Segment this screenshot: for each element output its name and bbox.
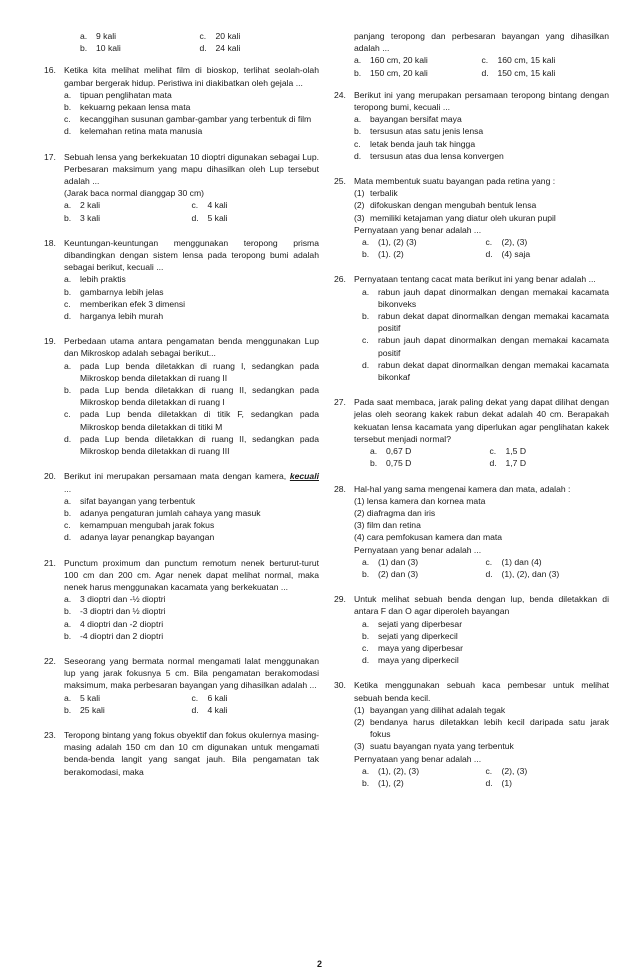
question-text: Hal-hal yang sama mengenai kamera dan mata, adalah : bbox=[354, 483, 571, 494]
q23-continuation bbox=[334, 30, 609, 79]
statement: (3) film dan retina bbox=[354, 520, 421, 531]
option: b. gambarnya lebih jelas bbox=[64, 286, 164, 297]
option: d. 150 cm, 15 kali bbox=[481, 67, 556, 78]
statement: (3) suatu bayangan nyata yang terbentuk bbox=[354, 741, 514, 752]
option: c. pada Lup benda diletakkan di titik F, sedangkan pada Mikroskop benda diletakkan di titiki M bbox=[64, 409, 319, 432]
statement: (2) bendanya harus diletakkan lebih kecil daripada satu jarak fokus bbox=[354, 716, 609, 740]
option: d. pada Lup benda diletakkan di ruang II, sedangkan pada Mikroskop benda diletakkan di ruang III bbox=[64, 433, 319, 457]
option: d. (4) saja bbox=[485, 249, 531, 260]
option: a. 160 cm, 20 kali bbox=[354, 55, 428, 66]
option: b. tersusun atas satu jenis lensa bbox=[354, 126, 484, 137]
option: b. (1). (2) bbox=[362, 249, 404, 260]
option: a. bayangan bersifat maya bbox=[354, 114, 462, 125]
option: a. (1), (2), (3) bbox=[362, 765, 420, 776]
option: a. lebih praktis bbox=[64, 274, 126, 285]
question-text: Seseorang yang bermata normal mengamati lalat menggunakan lup yang jarak fokusnya 5 cm. Bila pengamatan berakomodasi maksimum, maka perbesaran bayangan yang dihasilkan adalah ... bbox=[64, 655, 319, 691]
question-text: panjang teropong dan perbesaran bayangan yang dihasilkan adalah ... bbox=[354, 31, 609, 54]
question-note: Pernyataan yang benar adalah ... bbox=[354, 224, 482, 235]
option: a. (1), (2) (3) bbox=[362, 237, 417, 248]
option: c. (2), (3) bbox=[485, 765, 528, 776]
option: c. 160 cm, 15 kali bbox=[481, 55, 556, 66]
option: d. 1,7 D bbox=[489, 458, 527, 469]
statement: (4) cara pemfokusan kamera dan mata bbox=[354, 532, 503, 543]
option: a. rabun jauh dapat dinormalkan dengan memakai kacamata bikonveks bbox=[362, 286, 609, 309]
option: b. sejati yang diperkecil bbox=[362, 630, 458, 641]
option: a. 9 kali bbox=[80, 31, 117, 41]
question-text: Punctum proximum dan punctum remotum nenek berturut-turut 100 cm dan 200 cm. Agar nenek dapat melihat normal, maka nenek harus menggunakan kacamata yang berkekuatan ... bbox=[64, 557, 319, 592]
question-note: Pernyataan yang benar adalah ... bbox=[354, 753, 482, 764]
option: c. (1) dan (4) bbox=[485, 556, 542, 567]
question-text: Sebuah lensa yang berkekuatan 10 dioptri digunakan sebagai Lup. Perbesaran maksimum yang mapu dihasilkan oleh Lup tersebut adalah ... bbox=[64, 151, 319, 187]
option: d. kelemahan retina mata manusia bbox=[64, 126, 203, 137]
option: b. -3 dioptri dan ½ dioptri bbox=[64, 606, 166, 617]
question-note: Pernyataan yang benar adalah ... bbox=[354, 544, 482, 555]
statement: (1) terbalik bbox=[354, 188, 398, 199]
statement: (2) diafragma dan iris bbox=[354, 507, 436, 518]
option: c. kemampuan mengubah jarak fokus bbox=[64, 520, 215, 531]
option: a. pada Lup benda diletakkan di ruang I, sedangkan pada Mikroskop benda diletakkan di ruang II bbox=[64, 360, 319, 383]
question-22: 22. Seseorang yang bermata normal mengamati lalat menggunakan lup yang jarak fokusnya 5 cm. Bila pengamatan berakomodasi maksimum, maka perbesaran bayangan yang dihasilkan adalah ... a. 5 kali c. 6 kali b. 25 kali d. 4 kali bbox=[44, 655, 319, 715]
q15-options bbox=[44, 30, 319, 54]
option: c. 4 kali bbox=[191, 200, 228, 211]
question-text: Ketika menggunakan sebuah kaca pembesar untuk melihat sebuah benda kecil. bbox=[354, 680, 609, 703]
option: c. 20 kali bbox=[199, 31, 241, 41]
option: b. 3 kali bbox=[64, 212, 101, 223]
question-text: Pernyataan tentang cacat mata berikut ini yang benar adalah ... bbox=[354, 274, 596, 285]
question-text: Pada saat membaca, jarak paling dekat yang dapat dilihat dengan jelas oleh seorang kakek rabun dekat adalah 40 cm. Berapakah kekuatan lensa kacamata yang diperlukan agar penglihatan kakek tersebut menjadi normal? bbox=[354, 397, 609, 444]
option: c. (2), (3) bbox=[485, 237, 528, 248]
option: d. tersusun atas dua lensa konvergen bbox=[354, 150, 504, 161]
option: c. memberikan efek 3 dimensi bbox=[64, 298, 186, 309]
option: c. 1,5 D bbox=[489, 446, 527, 457]
page-number: 2 bbox=[316, 959, 322, 969]
option: d. (1) bbox=[485, 777, 513, 788]
option: a. sejati yang diperbesar bbox=[362, 618, 463, 629]
question-20: 20. Berikut ini merupakan persamaan mata dengan kamera, kecuali ... a. sifat bayangan yang terbentuk b. adanya pengaturan jumlah cahaya yang masuk c. kemampuan mengubah jarak fokus d. adanya layar penangkap bayangan bbox=[44, 471, 319, 543]
option: b. rabun dekat dapat dinormalkan dengan memakai kacamata positif bbox=[362, 311, 609, 334]
question-text: Perbedaan utama antara pengamatan benda menggunakan Lup dan Mikroskop adalah sebagai berikut... bbox=[64, 336, 319, 359]
question-21: 21. Punctum proximum dan punctum remotum nenek berturut-turut 100 cm dan 200 cm. Agar nenek dapat melihat normal, maka nenek harus menggunakan kacamata yang berkekuatan ... a. 3 dioptri dan -½ dioptri b. -3 dioptri dan ½ dioptri a. 4 dioptri dan -2 dioptri b. -4 dioptri dan 2 dioptri bbox=[44, 557, 319, 641]
option: d. maya yang diperkecil bbox=[362, 655, 459, 666]
option: b. 0,75 D bbox=[370, 458, 412, 469]
question-25: 25. Mata membentuk suatu bayangan pada retina yang : (1) terbalik (2) difokuskan dengan mengubah bentuk lensa (3) memiliki ketajaman yang diatur oleh ukuran pupil Pernyataan yang benar adalah ... a. (1), (2) (3) c. (2), (3) b. (1). (2) d. (4) saja bbox=[334, 175, 609, 260]
right-column bbox=[334, 30, 609, 802]
question-24: 24. Berikut ini yang merupakan persamaan teropong bintang dengan teropong bumi, kecuali ... a. bayangan bersifat maya b. tersusun atas satu jenis lensa c. letak benda jauh tak hingga d. tersusun atas dua lensa konvergen bbox=[334, 89, 609, 161]
statement: (2) difokuskan dengan mengubah bentuk lensa bbox=[354, 200, 537, 211]
question-text: Teropong bintang yang fokus obyektif dan fokus okulernya masing-masing adalah 150 cm dan 10 cm digunakan untuk mengamati benda-benda langit yang sangat jauh. Bila pengamatan tak berakomodasi, maka bbox=[64, 729, 319, 777]
statement: (1) bayangan yang dilihat adalah tegak bbox=[354, 704, 506, 715]
question-text: Ketika kita melihat melihat film di bioskop, terlihat seolah-olah gambar bergerak hidup. Peristiwa ini diakibatkan oleh gejala ... bbox=[64, 65, 319, 88]
question-19: 19. Perbedaan utama antara pengamatan benda menggunakan Lup dan Mikroskop adalah sebagai berikut... a. pada Lup benda diletakkan di ruang I, sedangkan pada Mikroskop benda diletakkan di ruang II b. pada Lup benda diletakkan di ruang II, sedangkan pada Mikroskop benda diletakkan di ruang I c. pada Lup benda diletakkan di titik F, sedangkan pada Mikroskop benda diletakkan di titiki M d. pada Lup benda diletakkan di ruang II, sedangkan pada Mikroskop benda diletakkan di ruang III bbox=[44, 336, 319, 457]
option: b. (1), (2) bbox=[362, 777, 404, 788]
question-26: 26. Pernyataan tentang cacat mata berikut ini yang benar adalah ... a. rabun jauh dapat dinormalkan dengan memakai kacamata bikonveks b. rabun dekat dapat dinormalkan dengan memakai kacamata positif c. rabun jauh dapat dinormalkan dengan memakai kacamata positif d. rabun dekat dapat dinormalkan dengan memakai kacamata bikonkaf bbox=[334, 274, 609, 383]
question-note: (Jarak baca normal dianggap 30 cm) bbox=[64, 188, 204, 199]
question-text: Berikut ini yang merupakan persamaan teropong bintang dengan teropong bumi, kecuali ... bbox=[354, 89, 609, 113]
option: d. 4 kali bbox=[191, 704, 228, 715]
option: b. kekuarng pekaan lensa mata bbox=[64, 102, 191, 113]
question-16: 16. Ketika kita melihat melihat film di bioskop, terlihat seolah-olah gambar bergerak hidup. Peristiwa ini diakibatkan oleh gejala ... a. tipuan penglihatan mata b. kekuarng pekaan lensa mata c. kecanggihan susunan gambar-gambar yang terbentuk di film d. kelemahan retina mata manusia bbox=[44, 65, 319, 137]
option: a. (1) dan (3) bbox=[362, 556, 419, 567]
question-30: 30. Ketika menggunakan sebuah kaca pembesar untuk melihat sebuah benda kecil. (1) bayangan yang dilihat adalah tegak (2) bendanya harus diletakkan lebih kecil daripada satu jarak fokus (3) suatu bayangan nyata yang terbentuk Pernyataan yang benar adalah ... a. (1), (2), (3) c. (2), (3) b. (1), (2) d. (1) bbox=[334, 680, 609, 788]
question-text: Untuk melihat sebuah benda dengan lup, benda diletakkan di antara F dan O agar diperoleh bayangan bbox=[354, 594, 609, 617]
option: b. 10 kali bbox=[80, 43, 121, 54]
option: a. 4 dioptri dan -2 dioptri bbox=[64, 618, 164, 629]
option: b. adanya pengaturan jumlah cahaya yang masuk bbox=[64, 507, 261, 518]
option: d. 24 kali bbox=[199, 43, 241, 54]
option: a. 5 kali bbox=[64, 692, 101, 703]
option: d. 5 kali bbox=[191, 212, 228, 223]
left-column bbox=[44, 30, 319, 791]
question-text: Keuntungan-keuntungan menggunakan teropong prisma dibandingkan dengan sistem lensa pada teropong bumi adalah sebagai berikut, kecuali ... bbox=[64, 237, 319, 273]
option: c. 6 kali bbox=[191, 692, 228, 703]
option: a. tipuan penglihatan mata bbox=[64, 89, 172, 100]
statement: (3) memiliki ketajaman yang diatur oleh ukuran pupil bbox=[354, 212, 556, 223]
option: b. 150 cm, 20 kali bbox=[354, 67, 428, 78]
option: d. harganya lebih murah bbox=[64, 311, 164, 322]
statement: (1) lensa kamera dan kornea mata bbox=[354, 495, 486, 506]
option: a. 2 kali bbox=[64, 200, 101, 211]
option: a. sifat bayangan yang terbentuk bbox=[64, 495, 196, 506]
option: c. rabun jauh dapat dinormalkan dengan memakai kacamata positif bbox=[362, 335, 609, 358]
option: c. letak benda jauh tak hingga bbox=[354, 138, 476, 149]
option: c. kecanggihan susunan gambar-gambar yang terbentuk di film bbox=[64, 114, 312, 125]
question-27: 27. Pada saat membaca, jarak paling dekat yang dapat dilihat dengan jelas oleh seorang kakek rabun dekat adalah 40 cm. Berapakah kekuatan lensa kacamata yang diperlukan agar penglihatan kakek tersebut menjadi normal? a. 0,67 D c. 1,5 D b. 0,75 D d. 1,7 D bbox=[334, 397, 609, 469]
option: a. 3 dioptri dan -½ dioptri bbox=[64, 594, 166, 605]
question-28: 28. Hal-hal yang sama mengenai kamera dan mata, adalah : (1) lensa kamera dan kornea mata (2) diafragma dan iris (3) film dan retina (4) cara pemfokusan kamera dan mata Pernyataan yang benar adalah ... a. (1) dan (3) c. (1) dan (4) b. (2) dan (3) d. (1), (2), dan (3) bbox=[334, 483, 609, 581]
option: b. 25 kali bbox=[64, 704, 105, 715]
question-23: 23. Teropong bintang yang fokus obyektif dan fokus okulernya masing-masing adalah 150 cm dan 10 cm digunakan untuk mengamati benda-benda langit yang sangat jauh. Bila pengamatan tak berakomodasi, maka bbox=[44, 729, 319, 777]
question-text: Mata membentuk suatu bayangan pada retina yang : bbox=[354, 176, 556, 187]
question-18: 18. Keuntungan-keuntungan menggunakan teropong prisma dibandingkan dengan sistem lensa pada teropong bumi adalah sebagai berikut, kecuali ... a. lebih praktis b. gambarnya lebih jelas c. memberikan efek 3 dimensi d. harganya lebih murah bbox=[44, 237, 319, 322]
option: c. maya yang diperbesar bbox=[362, 642, 464, 653]
question-text: Berikut ini merupakan persamaan mata dengan kamera, kecuali ... bbox=[64, 471, 319, 494]
option: a. 0,67 D bbox=[370, 446, 412, 457]
option: d. rabun dekat dapat dinormalkan dengan memakai kacamata bikonkaf bbox=[362, 359, 609, 383]
option: b. -4 dioptri dan 2 dioptri bbox=[64, 630, 164, 641]
question-29: 29. Untuk melihat sebuah benda dengan lup, benda diletakkan di antara F dan O agar diperoleh bayangan a. sejati yang diperbesar b. sejati yang diperkecil c. maya yang diperbesar d. maya yang diperkecil bbox=[334, 594, 609, 666]
option: d. adanya layar penangkap bayangan bbox=[64, 532, 215, 543]
question-17: 17. Sebuah lensa yang berkekuatan 10 dioptri digunakan sebagai Lup. Perbesaran maksimum yang mapu dihasilkan oleh Lup tersebut adalah ... (Jarak baca normal dianggap 30 cm) a. 2 kali c. 4 kali b. 3 kali d. 5 kali bbox=[44, 151, 319, 223]
emphasis-kecuali: kecuali bbox=[289, 471, 319, 482]
option: d. (1), (2), dan (3) bbox=[485, 568, 560, 579]
option: b. (2) dan (3) bbox=[362, 568, 419, 579]
option: b. pada Lup benda diletakkan di ruang II, sedangkan pada Mikroskop benda diletakkan di ruang I bbox=[64, 385, 319, 408]
